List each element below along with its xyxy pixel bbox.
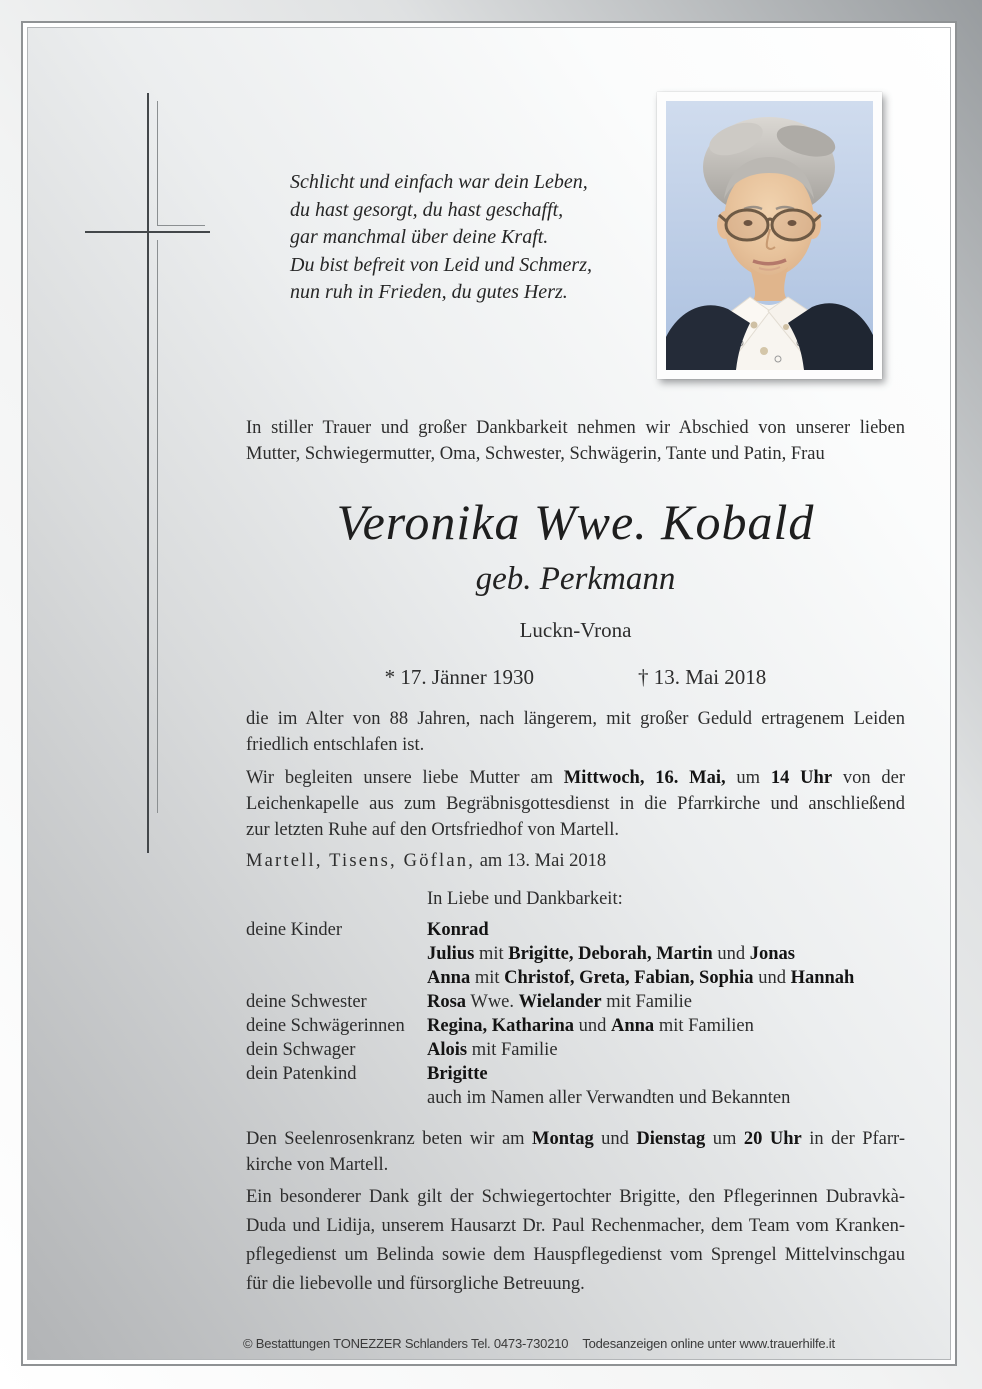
text-line: nun ruh in Frieden, du gutes Herz. <box>290 281 568 303</box>
family-row <box>246 1086 905 1110</box>
life-dates <box>246 663 905 691</box>
family-row <box>246 1062 905 1086</box>
text-line: du hast gesorgt, du hast geschafft, <box>290 198 564 221</box>
cross-horizontal-line <box>85 231 210 233</box>
closing-line: In Liebe und Dankbarkeit: <box>427 889 623 909</box>
family-relation-label <box>246 1086 427 1110</box>
family-relation-label: deine Schwester <box>246 992 367 1012</box>
family-relation-label: deine Kinder <box>246 920 343 940</box>
deceased-name: Veronika Wwe. Kobald <box>336 494 815 550</box>
family-list <box>246 918 905 1110</box>
text-line: kirche von Martell. <box>246 1155 389 1175</box>
family-relation-label <box>246 966 427 990</box>
family-names: auch im Namen aller Verwandten und Bekannten <box>427 1088 791 1108</box>
family-relation-label: deine Schwägerinnen <box>246 1016 405 1036</box>
text-line: gar manchmal über deine Kraft. <box>290 226 549 248</box>
text-line: Du bist befreit von Leid und Schmerz, <box>290 253 593 276</box>
text-line: Schlicht und einfach war dein Leben, <box>290 171 588 193</box>
family-row <box>246 1014 905 1038</box>
family-relation-label <box>246 942 427 966</box>
footer <box>243 1336 835 1352</box>
notice-date: am 13. Mai 2018 <box>479 851 607 871</box>
place-names: Martell, Tisens, Göflan, <box>246 851 476 871</box>
rosary-paragraph <box>246 1126 905 1178</box>
passing-paragraph <box>246 706 905 758</box>
family-names: Regina, Katharina und Anna mit Familien <box>427 1016 754 1036</box>
family-relation-label: dein Patenkind <box>246 1064 357 1084</box>
thanks-paragraph <box>246 1183 905 1299</box>
vulgo-name: Luckn-Vrona <box>519 618 632 642</box>
text-line: die im Alter von 88 Jahren, nach längerem, mit großer Geduld ertragenem Leiden <box>246 709 905 729</box>
text-line: friedlich entschlafen ist. <box>246 735 425 755</box>
cross-horizontal-echo-line <box>157 225 205 226</box>
cross-vertical-line <box>147 93 149 853</box>
maiden-name: geb. Perkmann <box>475 561 676 597</box>
family-names: Julius mit Brigitte, Deborah, Martin und Jonas <box>427 944 795 964</box>
family-names: Brigitte <box>427 1064 488 1084</box>
place-date-line <box>246 848 905 874</box>
portrait-photo <box>657 92 882 379</box>
family-names: Konrad <box>427 920 489 940</box>
text-line: Mutter, Schwiegermutter, Oma, Schwester, Schwägerin, Tante und Patin, Frau <box>246 444 825 464</box>
family-names: Alois mit Familie <box>427 1040 558 1060</box>
family-row <box>246 990 905 1014</box>
family-row <box>246 966 905 990</box>
text-line: Duda und Lidija, unserem Hausarzt Dr. Paul Rechenmacher, dem Team vom Kranken- <box>246 1216 905 1236</box>
text-line: Leichenkapelle aus zum Begräbnisgottesdienst in die Pfarrkirche und anschließend <box>246 794 905 814</box>
funeral-home-credit: © Bestattungen TONEZZER Schlanders Tel. 0473-730210 <box>243 1336 569 1351</box>
birth-date: * 17. Jänner 1930 <box>384 665 534 689</box>
intro-paragraph <box>246 415 905 467</box>
family-row <box>246 942 905 966</box>
cross-vertical-echo-line-lower <box>157 240 158 813</box>
text-line: Ein besonderer Dank gilt der Schwiegertochter Brigitte, den Pflegerinnen Dubravkà- <box>246 1187 905 1207</box>
portrait-illustration <box>666 101 873 370</box>
family-row <box>246 1038 905 1062</box>
text-line: Den Seelenrosenkranz beten wir am Montag und Dienstag um 20 Uhr in der Pfarr- <box>246 1129 905 1149</box>
text-line: zur letzten Ruhe auf den Ortsfriedhof von Martell. <box>246 820 619 840</box>
family-names: Anna mit Christof, Greta, Fabian, Sophia und Hannah <box>427 968 855 988</box>
memorial-card <box>21 21 957 1366</box>
text-line: pflegedienst um Belinda sowie dem Hauspflegedienst vom Sprengel Mittelvinschgau <box>246 1245 905 1265</box>
memorial-card-inner <box>27 27 951 1360</box>
memorial-poem <box>290 169 592 307</box>
cross-vertical-echo-line-upper <box>157 101 158 225</box>
family-row <box>246 918 905 942</box>
family-names: Rosa Wwe. Wielander mit Familie <box>427 992 693 1012</box>
text-line: Wir begleiten unsere liebe Mutter am Mittwoch, 16. Mai, um 14 Uhr von der <box>246 768 905 788</box>
notice-text-column <box>246 415 905 1299</box>
text-line: für die liebevolle und fürsorgliche Betreuung. <box>246 1274 585 1294</box>
death-date: † 13. Mai 2018 <box>637 665 767 689</box>
funeral-paragraph <box>246 765 905 843</box>
text-line: In stiller Trauer und großer Dankbarkeit nehmen wir Abschied von unserer lieben <box>246 418 905 438</box>
family-relation-label: dein Schwager <box>246 1040 356 1060</box>
obituary-portal-credit: Todesanzeigen online unter www.trauerhilfe.it <box>582 1336 835 1351</box>
